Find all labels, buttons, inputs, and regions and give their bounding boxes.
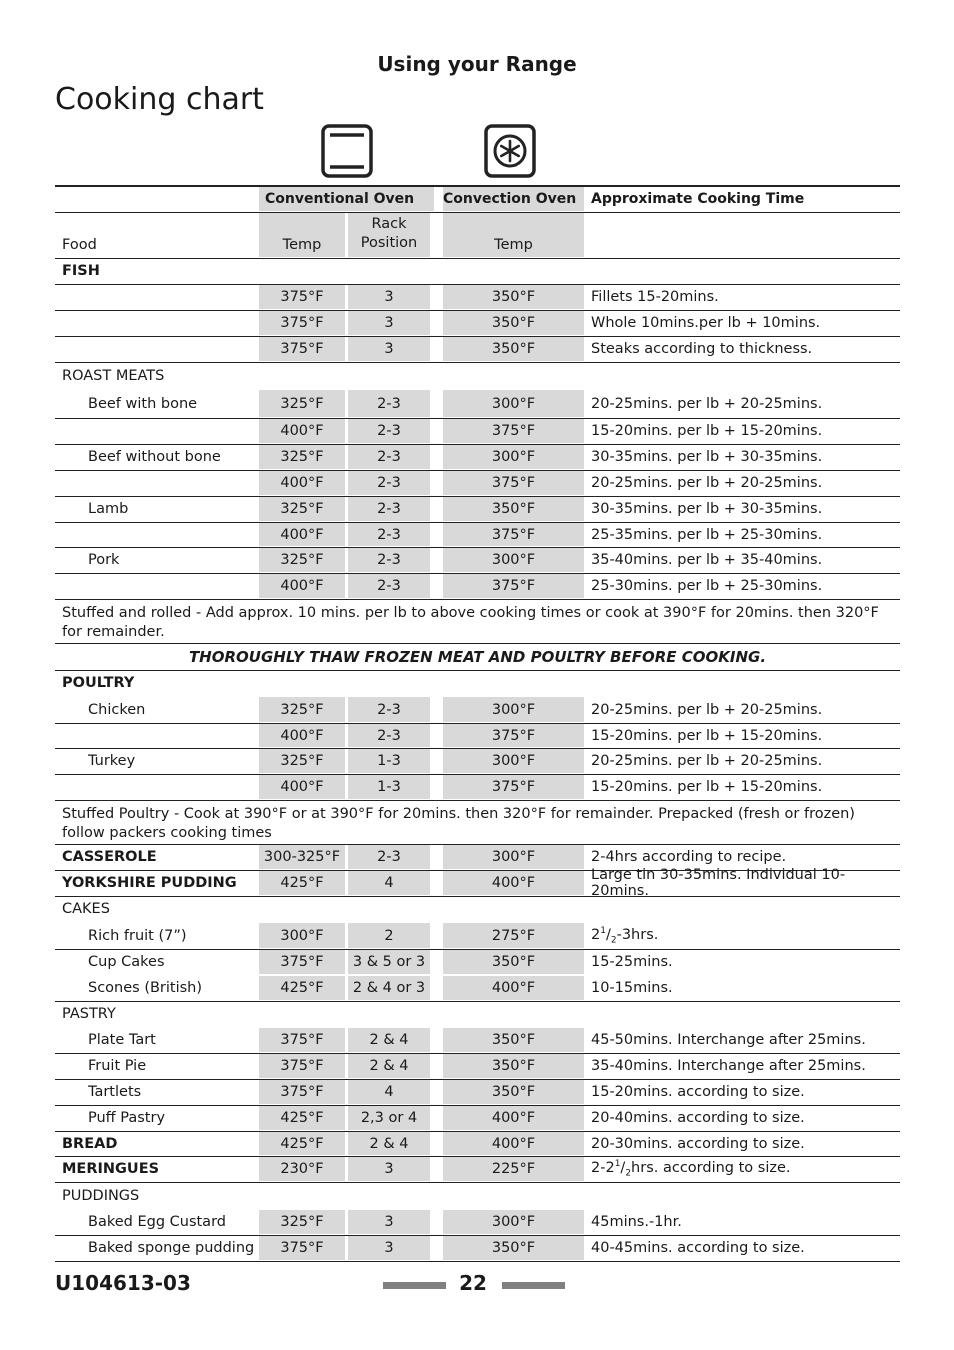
convection-temp-cell: 375°F [443, 523, 584, 546]
category-row [55, 671, 900, 697]
table-row [55, 724, 900, 749]
conventional-temp-cell: 425°F [259, 1132, 345, 1155]
convection-temp-cell: 400°F [443, 871, 584, 895]
cooking-time-cell: Steaks according to thickness. [591, 341, 813, 357]
rack-position-cell: 3 [348, 311, 430, 335]
table-row [55, 1028, 900, 1054]
convection-temp-cell: 400°F [443, 976, 584, 1000]
rack-position-cell: 4 [348, 1080, 430, 1104]
cooking-time-fraction: $2^1/_2-3hrs$. [591, 925, 659, 946]
table-row [55, 1132, 900, 1157]
conventional-temp-cell: 325°F [259, 1210, 345, 1234]
conventional-temp-header: Temp [259, 213, 345, 257]
rack-position-cell: 2 & 4 [348, 1028, 430, 1052]
table-row [55, 1106, 900, 1132]
food-cell [55, 471, 258, 495]
cooking-time-cell: 2-4hrs according to recipe. [591, 849, 787, 865]
table-row [55, 1080, 900, 1106]
food-cell [55, 337, 258, 361]
rack-position-cell: 3 & 5 or 3 [348, 950, 430, 974]
convection-temp-cell: 300°F [443, 749, 584, 773]
food-cell: YORKSHIRE PUDDING [62, 875, 237, 891]
rack-position-cell: 4 [348, 871, 430, 895]
food-cell: Rich fruit (7”) [88, 927, 187, 944]
conventional-temp-cell: 325°F [259, 548, 345, 572]
rack-position-cell: 3 [348, 1236, 430, 1260]
cooking-time-cell: 20-25mins. per lb + 20-25mins. [591, 753, 823, 769]
rack-header-line2: Position [360, 235, 418, 251]
cooking-time-cell: 40-45mins. according to size. [591, 1240, 805, 1256]
convection-temp-cell: 350°F [443, 311, 584, 335]
rack-position-cell: 2-3 [348, 445, 430, 469]
convection-temp-cell: 300°F [443, 1210, 584, 1234]
cooking-time-cell: 15-20mins. according to size. [591, 1084, 805, 1100]
cooking-time-cell: 20-25mins. per lb + 20-25mins. [591, 475, 823, 491]
food-cell: Cup Cakes [88, 954, 165, 970]
food-cell: POULTRY [62, 675, 135, 691]
table-row [55, 285, 900, 311]
time-numerator: 1 [614, 1159, 621, 1170]
time-denominator: 2 [610, 935, 617, 946]
convection-temp-header: Temp [443, 213, 584, 257]
conventional-temp-cell: 325°F [259, 749, 345, 773]
convection-temp-cell: 275°F [443, 923, 584, 948]
cooking-time-cell: 20-25mins. per lb + 20-25mins. [591, 701, 823, 718]
cooking-time-header-blank [591, 213, 900, 257]
convection-temp-cell: 350°F [443, 1028, 584, 1052]
cooking-time-cell: 30-35mins. per lb + 30-35mins. [591, 501, 823, 517]
cooking-time-cell: 10-15mins. [591, 980, 673, 996]
rack-position-cell: 2 & 4 or 3 [348, 976, 430, 1000]
time-whole: 2 [591, 926, 601, 943]
cooking-time-cell: Fillets 15-20mins. [591, 289, 719, 305]
rack-position-cell: 2-3 [348, 697, 430, 722]
food-cell: CASSEROLE [62, 849, 157, 865]
cooking-time-cell: 15-20mins. per lb + 15-20mins. [591, 779, 823, 795]
convection-temp-cell: 350°F [443, 1080, 584, 1104]
cooking-time-cell: 30-35mins. per lb + 30-35mins. [591, 449, 823, 465]
convection-temp-cell: 300°F [443, 445, 584, 469]
conventional-temp-cell: 400°F [259, 724, 345, 747]
conventional-temp-cell: 325°F [259, 390, 345, 417]
table-row [55, 390, 900, 419]
conventional-temp-cell: 325°F [259, 697, 345, 722]
warning-row: THOROUGHLY THAW FROZEN MEAT AND POULTRY BEFORE COOKING. [55, 644, 900, 671]
cooking-time-cell: Whole 10mins.per lb + 10mins. [591, 315, 821, 331]
food-cell [55, 724, 258, 747]
food-cell: Lamb [88, 501, 129, 517]
convection-temp-cell: 300°F [443, 548, 584, 572]
footer-bar-left [383, 1282, 446, 1289]
table-row [55, 1210, 900, 1236]
rack-position-cell: 2 [348, 923, 430, 948]
conventional-temp-cell: 425°F [259, 1106, 345, 1130]
category-row [55, 363, 900, 390]
convection-temp-cell: 350°F [443, 1236, 584, 1260]
food-column-header: Food [62, 237, 97, 253]
convection-temp-cell: 375°F [443, 775, 584, 799]
table-row [55, 1157, 900, 1183]
food-cell [55, 574, 258, 598]
rack-position-cell: 2-3 [348, 471, 430, 495]
convection-temp-cell: 400°F [443, 1106, 584, 1130]
conventional-temp-cell: 375°F [259, 285, 345, 309]
food-cell: Plate Tart [88, 1032, 156, 1048]
food-cell: Baked Egg Custard [88, 1214, 226, 1230]
conventional-temp-cell: 425°F [259, 976, 345, 1000]
rack-position-cell: 1-3 [348, 775, 430, 799]
rack-header-line1: Rack [371, 216, 407, 232]
convection-temp-cell: 350°F [443, 1054, 584, 1078]
rack-position-header [348, 213, 430, 257]
time-denominator: 2 [625, 1168, 632, 1179]
cooking-time-cell: 15-25mins. [591, 954, 673, 970]
conventional-temp-cell: 375°F [259, 1236, 345, 1260]
conventional-temp-cell: 375°F [259, 1080, 345, 1104]
cooking-time-cell: 20-25mins. per lb + 20-25mins. [591, 395, 823, 412]
time-whole: 2-2 [591, 1159, 615, 1176]
cooking-time-cell: Large tin 30-35mins. Individual 10-20mins. [591, 867, 846, 899]
table-row [55, 867, 900, 899]
document-code: U104613-03 [55, 1271, 191, 1295]
food-cell: Scones (British) [88, 980, 203, 996]
rack-position-cell: 2-3 [348, 419, 430, 443]
category-row [55, 897, 900, 923]
table-row [55, 950, 900, 976]
column-subheader [55, 213, 900, 259]
conventional-oven-icon [321, 124, 373, 178]
cooking-time-cell: 35-40mins. Interchange after 25mins. [591, 1058, 866, 1074]
food-header-spacer [55, 187, 258, 211]
convection-temp-cell: 350°F [443, 950, 584, 974]
food-cell: Tartlets [88, 1084, 142, 1100]
rack-position-cell: 1-3 [348, 749, 430, 773]
food-cell: PUDDINGS [62, 1187, 140, 1204]
food-cell: PASTRY [62, 1006, 116, 1022]
rack-position-cell: 3 [348, 1157, 430, 1181]
food-cell: Baked sponge pudding [88, 1240, 255, 1256]
table-row [55, 445, 900, 471]
conventional-temp-cell: 325°F [259, 497, 345, 521]
table-row [55, 497, 900, 523]
convection-fan-icon [484, 124, 536, 178]
convection-temp-cell: 225°F [443, 1157, 584, 1181]
conventional-temp-cell: 375°F [259, 1054, 345, 1078]
cooking-time-cell: 25-30mins. per lb + 25-30mins. [591, 578, 823, 594]
rack-position-cell: 2-3 [348, 390, 430, 417]
conventional-temp-cell: 400°F [259, 523, 345, 546]
category-row [55, 1002, 900, 1028]
rack-position-cell: 2-3 [348, 523, 430, 546]
table-row [55, 471, 900, 497]
convection-temp-cell: 400°F [443, 1132, 584, 1155]
food-cell: Puff Pastry [88, 1110, 166, 1126]
table-row [55, 419, 900, 445]
food-cell [55, 311, 258, 335]
rack-position-cell: 2,3 or 4 [348, 1106, 430, 1130]
conventional-temp-cell: 375°F [259, 337, 345, 361]
table-row [55, 923, 900, 950]
rack-position-cell: 2-3 [348, 724, 430, 747]
convection-temp-cell: 375°F [443, 419, 584, 443]
convection-oven-header: Convection Oven [443, 187, 584, 211]
column-group-header [55, 185, 900, 213]
table-row [55, 1236, 900, 1262]
food-cell: Beef with bone [88, 395, 198, 412]
conventional-temp-cell: 400°F [259, 471, 345, 495]
rack-position-cell: 2 & 4 [348, 1132, 430, 1155]
cooking-time-cell: 20-40mins. according to size. [591, 1110, 805, 1126]
table-row [55, 337, 900, 363]
conventional-temp-cell: 375°F [259, 950, 345, 974]
rack-position-cell: 2 & 4 [348, 1054, 430, 1078]
cooking-time-cell [591, 923, 900, 948]
chart-body [55, 259, 900, 1262]
food-cell: Pork [88, 552, 120, 568]
conventional-temp-cell: 230°F [259, 1157, 345, 1181]
cooking-time-cell: 35-40mins. per lb + 35-40mins. [591, 552, 823, 568]
table-row [55, 311, 900, 337]
time-rest: hrs. according to size. [631, 1159, 791, 1176]
food-cell: MERINGUES [62, 1161, 160, 1177]
food-cell [55, 285, 258, 309]
time-rest: -3hrs. [616, 926, 659, 943]
conventional-oven-header: Conventional Oven [259, 187, 434, 211]
food-cell [55, 775, 258, 799]
conventional-temp-cell: 400°F [259, 775, 345, 799]
cooking-time-cell: 20-30mins. according to size. [591, 1135, 805, 1152]
rack-position-cell: 2-3 [348, 574, 430, 598]
rack-position-cell: 2-3 [348, 497, 430, 521]
food-cell: BREAD [62, 1135, 118, 1152]
table-row [55, 1054, 900, 1080]
cooking-time-cell: 45-50mins. Interchange after 25mins. [591, 1032, 866, 1048]
cooking-time-cell: 25-35mins. per lb + 25-30mins. [591, 526, 823, 543]
table-row [55, 523, 900, 548]
cooking-time-cell: 45mins.-1hr. [591, 1214, 682, 1230]
conventional-temp-cell: 300°F [259, 923, 345, 948]
food-cell [55, 523, 258, 546]
cooking-time-cell: 15-20mins. per lb + 15-20mins. [591, 727, 823, 744]
rack-position-cell: 2-3 [348, 845, 430, 869]
cooking-chart-table [55, 185, 900, 1262]
rack-position-cell: 2-3 [348, 548, 430, 572]
conventional-temp-cell: 300-325°F [259, 845, 345, 869]
cooking-time-fraction: $2-2^1/_2hrs$. according to size. [591, 1159, 791, 1179]
food-cell: Beef without bone [88, 449, 221, 465]
convection-temp-cell: 375°F [443, 724, 584, 747]
conventional-temp-cell: 325°F [259, 445, 345, 469]
table-row [55, 697, 900, 724]
conventional-temp-cell: 375°F [259, 311, 345, 335]
conventional-temp-cell: 400°F [259, 574, 345, 598]
category-row [55, 259, 900, 285]
page-number: 22 [459, 1271, 487, 1295]
convection-temp-cell: 300°F [443, 845, 584, 869]
cooking-time-header: Approximate Cooking Time [591, 191, 805, 207]
convection-temp-cell: 350°F [443, 497, 584, 521]
table-row [55, 976, 900, 1002]
convection-temp-cell: 300°F [443, 697, 584, 722]
food-cell: CAKES [62, 901, 110, 917]
section-heading: Using your Range [377, 52, 577, 76]
food-cell: Fruit Pie [88, 1058, 147, 1074]
rack-position-cell: 3 [348, 285, 430, 309]
table-row [55, 548, 900, 574]
cooking-time-cell [591, 1157, 900, 1181]
food-cell [55, 419, 258, 443]
convection-temp-cell: 350°F [443, 337, 584, 361]
conventional-temp-cell: 425°F [259, 871, 345, 895]
cooking-time-cell: 15-20mins. per lb + 15-20mins. [591, 423, 823, 439]
food-cell: FISH [62, 263, 100, 279]
convection-temp-cell: 300°F [443, 390, 584, 417]
footer-bar-right [502, 1282, 565, 1289]
food-cell: Turkey [88, 753, 136, 769]
convection-temp-cell: 375°F [443, 471, 584, 495]
rack-position-cell: 3 [348, 1210, 430, 1234]
food-cell: Chicken [88, 701, 146, 718]
table-row [55, 749, 900, 775]
page-title: Cooking chart [55, 82, 264, 117]
conventional-temp-cell: 375°F [259, 1028, 345, 1052]
table-row [55, 775, 900, 801]
table-row [55, 574, 900, 600]
category-row [55, 1183, 900, 1210]
convection-temp-cell: 375°F [443, 574, 584, 598]
conventional-temp-cell: 400°F [259, 419, 345, 443]
food-cell: ROAST MEATS [62, 367, 165, 384]
rack-position-cell: 3 [348, 337, 430, 361]
note-row: Stuffed Poultry - Cook at 390°F or at 390°F for 20mins. then 320°F for remainder. Prepacked (fresh or frozen) follow packers cooking times [55, 801, 900, 845]
time-numerator: 1 [600, 925, 606, 936]
note-row: Stuffed and rolled - Add approx. 10 mins. per lb to above cooking times or cook at 390°F for 20mins. then 320°F for remainder. [55, 600, 900, 644]
convection-temp-cell: 350°F [443, 285, 584, 309]
